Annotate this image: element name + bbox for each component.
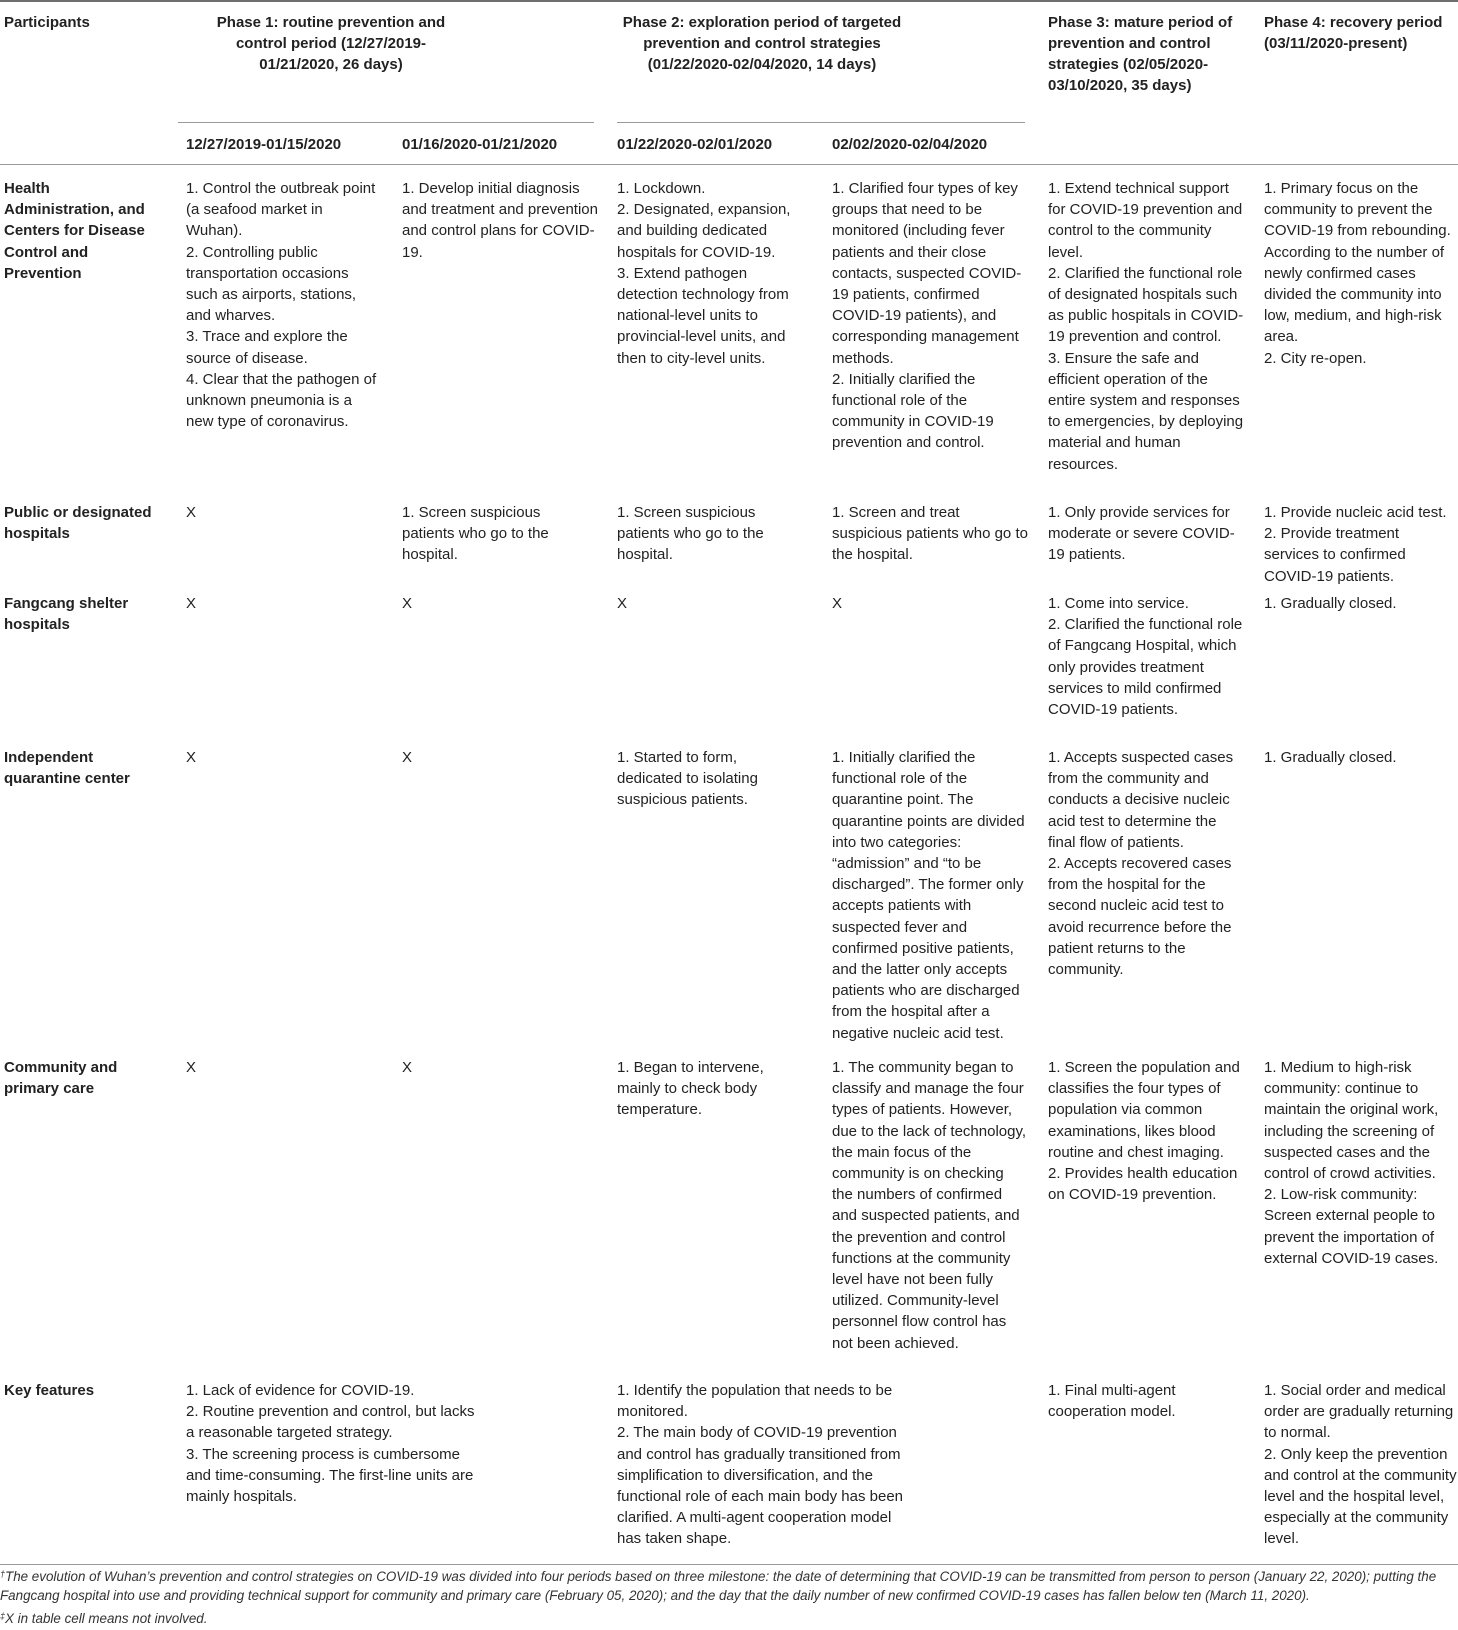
row-community-p4: 1. Medium to high-risk community: continue to maintain the original work, including the screening of suspected cases and the control of crowd activities. 2. Low-risk community: Screen external people to prevent the importation of external COVID-19 cases.	[1264, 1059, 1439, 1267]
row-fangcang-p4: 1. Gradually closed.	[1264, 595, 1397, 612]
row-community-participant: Community and primary care	[4, 1059, 118, 1098]
row-community-p1b: X	[402, 1059, 413, 1076]
row-hospitals-p3: 1. Only provide services for moderate or severe COVID-19 patients.	[1048, 504, 1235, 564]
row-health-admin-p2b: 1. Clarified four types of key groups that need to be monitored (including fever patients and their close contacts, suspected COVID-19 patients, confirmed COVID-19 patients), and corresponding management methods. 2. Initially clarified the functional role of the community in COVID-19 prevention and control.	[832, 180, 1022, 452]
row-fangcang-p2a: X	[617, 595, 628, 612]
row-key-features-phase-1: 1. Lack of evidence for COVID-19. 2. Routine prevention and control, but lacks a reasonable targeted strategy. 3. The screening process is cumbersome and time-consuming. The first-line units are mainly hospitals.	[186, 1382, 475, 1506]
row-key-features-participant: Key features	[4, 1382, 95, 1399]
row-fangcang-p1a: X	[186, 595, 197, 612]
row-hospitals-p2a: 1. Screen suspicious patients who go to the hospital.	[617, 504, 764, 564]
row-health-admin-p4: 1. Primary focus on the community to prevent the COVID-19 from rebounding. According to the number of newly confirmed cases divided the community into low, medium, and high-risk area. 2. City re-open.	[1264, 180, 1451, 367]
row-fangcang-p1b: X	[402, 595, 413, 612]
row-quarantine-p1a: X	[186, 749, 197, 766]
footnote-x-meaning	[0, 1610, 1458, 1629]
row-community-p1a: X	[186, 1059, 197, 1076]
row-quarantine-p1b: X	[402, 749, 413, 766]
row-hospitals-p2b: 1. Screen and treat suspicious patients who go to the hospital.	[832, 504, 1028, 564]
header-phase-2-sub-2: 02/02/2020-02/04/2020	[832, 136, 988, 153]
row-quarantine-p2b: 1. Initially clarified the functional role of the quarantine point. The quarantine points are divided into two categories: “admission” and “to be discharged”. The former only accepts patients with suspected fever and confirmed positive patients, and the latter only accepts patients who are discharged from the hospital after a negative nucleic acid test.	[832, 749, 1025, 1042]
row-community-p3: 1. Screen the population and classifies the four types of population via common examinations, likes blood routine and chest imaging. 2. Provides health education on COVID-19 prevention.	[1048, 1059, 1240, 1204]
table-top-rule	[0, 0, 1458, 2]
header-phase-1: Phase 1: routine prevention and control period (12/27/2019-01/21/2020, 26 days)	[216, 14, 446, 73]
row-key-features-phase-3: 1. Final multi-agent cooperation model.	[1048, 1382, 1176, 1421]
row-community-p2a: 1. Began to intervene, mainly to check body temperature.	[617, 1059, 764, 1119]
header-participants: Participants	[4, 14, 90, 31]
header-phase-3: Phase 3: mature period of prevention and control strategies (02/05/2020-03/10/2020, 35 days)	[1048, 14, 1233, 94]
row-hospitals-p1a: X	[186, 504, 197, 521]
footnote-x-meaning-text: X in table cell means not involved.	[5, 1611, 208, 1626]
row-fangcang-p2b: X	[832, 595, 843, 612]
row-key-features-phase-2: 1. Identify the population that needs to be monitored. 2. The main body of COVID-19 prevention and control has gradually transitioned from simplification to diversification, and the functional role of each main body has been clarified. A multi-agent cooperation model has taken shape.	[617, 1382, 904, 1548]
row-key-features-phase-4: 1. Social order and medical order are gradually returning to normal. 2. Only keep the prevention and control at the community level and the hospital level, especially at the community level.	[1264, 1382, 1457, 1548]
header-phase-1-sub-1: 12/27/2019-01/15/2020	[186, 136, 342, 153]
header-bottom-rule	[0, 164, 1458, 165]
row-health-admin-p1a: 1. Control the outbreak point (a seafood market in Wuhan). 2. Controlling public transportation occasions such as airports, stations, and wharves. 3. Trace and explore the source of disease. 4. Clear that the pathogen of unknown pneumonia is a new type of coronavirus.	[186, 180, 377, 431]
table-bottom-rule	[0, 1564, 1458, 1565]
row-quarantine-p4: 1. Gradually closed.	[1264, 749, 1397, 766]
row-fangcang-p3: 1. Come into service. 2. Clarified the functional role of Fangcang Hospital, which only provides treatment services to mild confirmed COVID-19 patients.	[1048, 595, 1243, 719]
row-hospitals-p1b: 1. Screen suspicious patients who go to the hospital.	[402, 504, 549, 564]
footnote-double-dagger-mark: ‡	[0, 1611, 6, 1621]
header-phase-2: Phase 2: exploration period of targeted prevention and control strategies (01/22/2020-02/04/2020, 14 days)	[622, 14, 902, 73]
header-phase-4: Phase 4: recovery period (03/11/2020-present)	[1264, 14, 1443, 52]
footnote-phases	[0, 1568, 1458, 1605]
phase2-underline	[617, 122, 1025, 123]
row-health-admin-p3: 1. Extend technical support for COVID-19 prevention and control to the community level. 2. Clarified the functional role of designated hospitals such as public hospitals in COVID-19 prevention and control. 3. Ensure the safe and efficient operation of the entire system and responses to emergencies, by deploying material and human resources.	[1048, 180, 1244, 473]
phase1-underline	[178, 122, 594, 123]
row-fangcang-participant: Fangcang shelter hospitals	[4, 595, 129, 634]
row-quarantine-p2a: 1. Started to form, dedicated to isolating suspicious patients.	[617, 749, 758, 809]
row-health-admin-p1b: 1. Develop initial diagnosis and treatment and prevention and control plans for COVID-19.	[402, 180, 598, 261]
header-phase-2-sub-1: 01/22/2020-02/01/2020	[617, 136, 773, 153]
row-quarantine-p3: 1. Accepts suspected cases from the community and conducts a decisive nucleic acid test to determine the final flow of patients. 2. Accepts recovered cases from the hospital for the second nucleic acid test to avoid recurrence before the patient returns to the community.	[1048, 749, 1234, 979]
footnote-dagger-mark: †	[0, 1569, 6, 1579]
row-health-admin-participant: Health Administration, and Centers for Disease Control and Prevention	[4, 180, 145, 282]
row-community-p2b: 1. The community began to classify and manage the four types of patients. However, due to the lack of technology, the main focus of the community is on checking the numbers of confirmed and suspected patients, and the prevention and control functions at the community level have not been fully utilized. Community-level personnel flow control has not been achieved.	[832, 1059, 1027, 1352]
row-hospitals-p4: 1. Provide nucleic acid test. 2. Provide treatment services to confirmed COVID-19 patients.	[1264, 504, 1447, 585]
row-quarantine-participant: Independent quarantine center	[4, 749, 130, 788]
row-health-admin-p2a: 1. Lockdown. 2. Designated, expansion, and building dedicated hospitals for COVID-19. 3. Extend pathogen detection technology from national-level units to provincial-level units, and then to city-level units.	[617, 180, 791, 367]
row-hospitals-participant: Public or designated hospitals	[4, 504, 152, 543]
footnote-phases-text: The evolution of Wuhan’s prevention and control strategies on COVID-19 was divided into four periods based on three milestone: the date of determining that COVID-19 can be transmitted from person to person (January 22, 2020); putting the Fangcang hospital into use and providing technical support for community and primary care (February 05, 2020); and the day that the daily number of new confirmed COVID-19 cases has fallen below ten (March 11, 2020).	[0, 1569, 1437, 1603]
header-phase-1-sub-2: 01/16/2020-01/21/2020	[402, 136, 558, 153]
